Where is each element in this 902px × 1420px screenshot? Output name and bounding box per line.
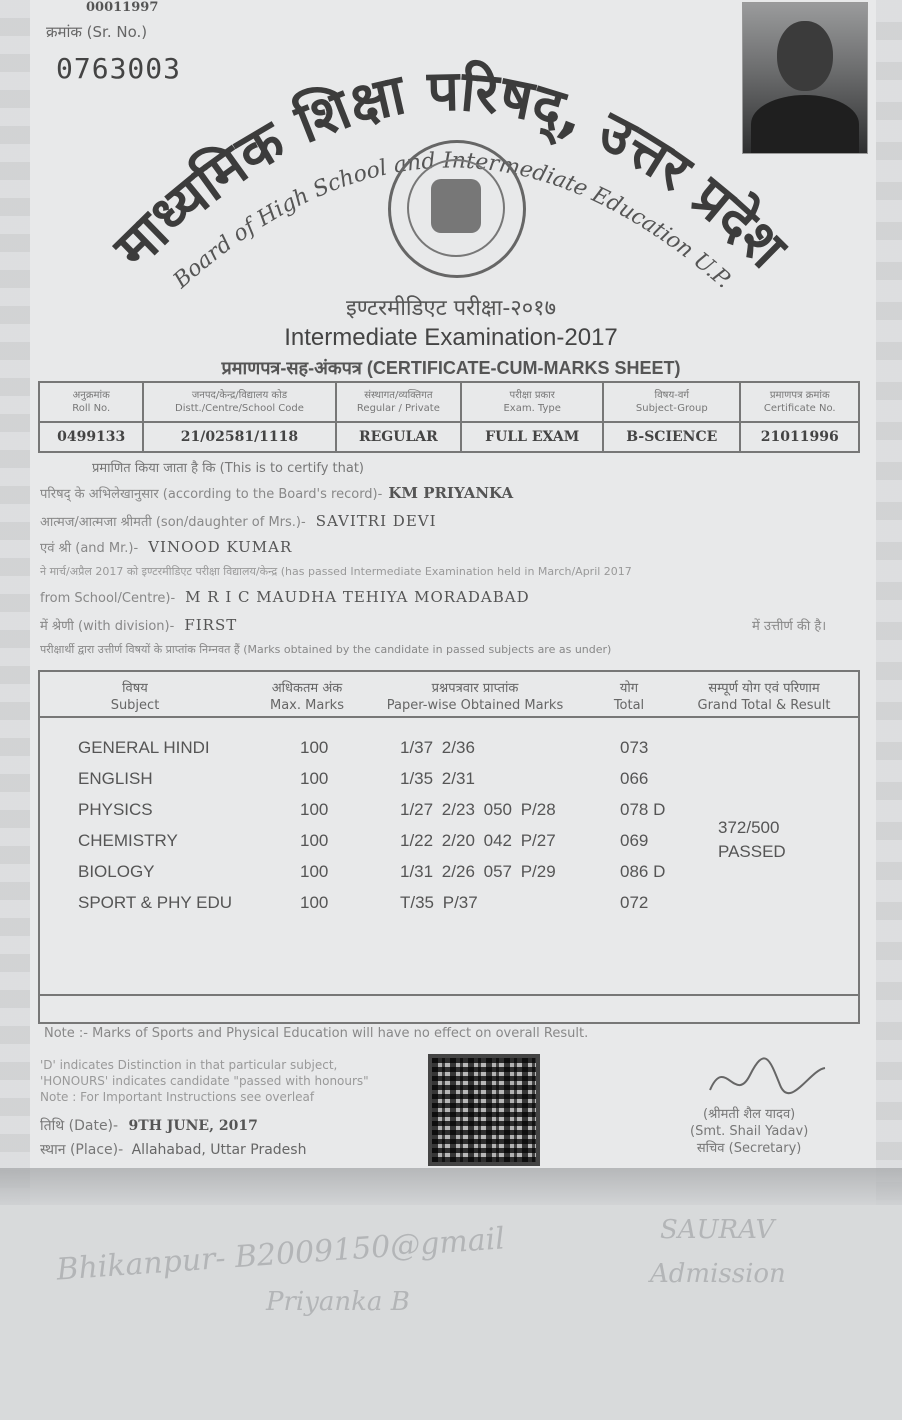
subject: PHYSICS <box>78 800 153 819</box>
board-name-english: Board of High School and Intermediate Education U.P. <box>168 148 736 294</box>
certificate-no: 21011996 <box>740 422 859 452</box>
regular-private: REGULAR <box>336 422 462 452</box>
mother-name: SAVITRI DEVI <box>315 512 437 530</box>
info-header-cell: परीक्षा प्रकार Exam. Type <box>461 382 603 422</box>
total: 086 D <box>620 862 666 881</box>
mother-line: आत्मज/आत्मजा श्रीमती (son/daughter of Mrs.)- SAVITRI DEVI <box>40 512 437 530</box>
paperwise-marks: 1/27 2/23 050 P/28 <box>400 800 556 819</box>
secretary-hindi: (श्रीमती शैल यादव) <box>703 1107 796 1122</box>
exam-title-hindi: इण्टरमीडिएट परीक्षा-२०१७ <box>345 296 557 321</box>
exam-title-english: Intermediate Examination-2017 <box>284 324 618 351</box>
max-marks: 100 <box>300 800 329 819</box>
board-name-hindi: माध्यमिक शिक्षा परिषद्, उत्तर प्रदेश <box>101 58 799 282</box>
total: 073 <box>620 738 649 757</box>
school-code: 21/02581/1118 <box>143 422 335 452</box>
lower-handwritten-area <box>0 1205 902 1420</box>
col-header-subject: विषय Subject <box>110 681 160 713</box>
photocopy-edge <box>0 1168 902 1208</box>
info-header-cell: संस्थागत/व्यक्तिगत Regular / Private <box>336 382 462 422</box>
paperwise-marks: 1/22 2/20 042 P/27 <box>400 831 556 850</box>
srno-label: क्रमांक (Sr. No.) <box>46 23 148 41</box>
subject: ENGLISH <box>78 769 153 788</box>
secretary-signature <box>700 1050 830 1110</box>
marks-row <box>78 738 838 768</box>
certificate-number: 0763003 <box>56 52 182 85</box>
paperwise-marks: 1/31 2/26 057 P/29 <box>400 862 556 881</box>
col-header-total: योग Total <box>613 681 645 713</box>
subject-group: B-SCIENCE <box>603 422 740 452</box>
total: 069 <box>620 831 649 850</box>
legend-honours: 'HONOURS' indicates candidate "passed with honours" <box>40 1074 369 1088</box>
total: 078 D <box>620 800 666 819</box>
father-name: VINOOD KUMAR <box>148 538 293 556</box>
school-name: M R I C MAUDHA TEHIYA MORADABAD <box>185 588 530 606</box>
secretary-title: सचिव (Secretary) <box>696 1141 802 1156</box>
max-marks: 100 <box>300 738 329 757</box>
info-header-cell: प्रमाणपत्र क्रमांक Certificate No. <box>740 382 859 422</box>
total: 072 <box>620 893 649 912</box>
secretary-name: (Smt. Shail Yadav) <box>690 1124 809 1139</box>
sports-note: Note :- Marks of Sports and Physical Education will have no effect on overall Result. <box>44 1026 589 1041</box>
exam-type: FULL EXAM <box>461 422 603 452</box>
marks-row <box>78 769 838 799</box>
board-seal-emblem <box>388 140 526 278</box>
col-header-paperwise: प्रश्नपत्रवार प्राप्तांक Paper-wise Obtained Marks <box>386 681 564 713</box>
division-suffix: में उत्तीर्ण की है। <box>752 619 827 634</box>
info-header-cell: विषय-वर्ग Subject-Group <box>603 382 740 422</box>
candidate-name: KM PRIYANKA <box>388 484 514 502</box>
paperwise-marks: 1/37 2/36 <box>400 738 475 757</box>
father-line: एवं श्री (and Mr.)- VINOOD KUMAR <box>40 538 293 556</box>
date-line: तिथि (Date)- 9TH JUNE, 2017 <box>40 1118 258 1134</box>
handwriting-line-2: Priyanka B <box>266 1287 410 1317</box>
school-line: from School/Centre)- M R I C MAUDHA TEHIYA MORADABAD <box>40 588 530 606</box>
handwriting-line-1: Bhikanpur- B2009150@gmail <box>55 1221 506 1288</box>
marks-intro: परीक्षार्थी द्वारा उत्तीर्ण विषयों के प्राप्तांक निम्नवत हैं (Marks obtained by the candidate in passed subjects are as under) <box>40 643 612 656</box>
legend-d: 'D' indicates Distinction in that particular subject, <box>40 1058 338 1072</box>
certify-intro: प्रमाणित किया जाता है कि (This is to certify that) <box>92 461 364 476</box>
right-margin-tape <box>876 0 902 1205</box>
left-margin-tape <box>0 0 30 1205</box>
info-header-row <box>39 382 859 422</box>
certificate-title: प्रमाणपत्र-सह-अंकपत्र (CERTIFICATE-CUM-MARKS SHEET) <box>221 358 681 378</box>
max-marks: 100 <box>300 769 329 788</box>
subject: SPORT & PHY EDU <box>78 893 232 912</box>
candidate-info-table <box>38 381 860 453</box>
handwriting-line-3: SAURAV <box>660 1215 775 1245</box>
division-line: में श्रेणी (with division)- FIRST <box>40 616 238 634</box>
roll-no: 0499133 <box>39 422 143 452</box>
name-line: परिषद् के अभिलेखानुसार (according to the Board's record)- KM PRIYANKA <box>40 484 514 502</box>
info-value-row <box>39 422 859 452</box>
info-header-cell: जनपद/केन्द्र/विद्यालय कोड Distt./Centre/School Code <box>143 382 335 422</box>
serial-top: 00011997 <box>86 0 159 15</box>
legend-overleaf: Note : For Important Instructions see overleaf <box>40 1090 315 1104</box>
division: FIRST <box>184 616 238 634</box>
issue-place: Allahabad, Uttar Pradesh <box>131 1142 307 1158</box>
passed-line: ने मार्च/अप्रैल 2017 को इण्टरमीडिएट परीक्षा विद्यालय/केन्द्र (has passed Intermediate Examination held in March/April 2017 <box>40 565 632 578</box>
place-line: स्थान (Place)- Allahabad, Uttar Pradesh <box>40 1142 307 1158</box>
handwriting-line-4: Admission <box>650 1259 786 1289</box>
max-marks: 100 <box>300 831 329 850</box>
marks-row <box>78 893 838 923</box>
total: 066 <box>620 769 649 788</box>
col-header-grand: सम्पूर्ण योग एवं परिणाम Grand Total & Result <box>697 681 831 713</box>
paperwise-marks: 1/35 2/31 <box>400 769 475 788</box>
secretary-block <box>690 1106 808 1157</box>
subject: BIOLOGY <box>78 862 155 881</box>
paperwise-marks: T/35 P/37 <box>400 893 478 912</box>
marks-table <box>38 670 860 1024</box>
grand-total: 372/500 <box>718 818 780 837</box>
qr-code <box>428 1054 540 1166</box>
marks-row <box>78 862 838 892</box>
subject: GENERAL HINDI <box>78 738 210 757</box>
info-header-cell: अनुक्रमांक Roll No. <box>39 382 143 422</box>
max-marks: 100 <box>300 893 329 912</box>
max-marks: 100 <box>300 862 329 881</box>
subject: CHEMISTRY <box>78 831 178 850</box>
result-status: PASSED <box>718 842 786 861</box>
col-header-max: अधिकतम अंक Max. Marks <box>270 681 344 713</box>
issue-date: 9TH JUNE, 2017 <box>128 1118 258 1134</box>
